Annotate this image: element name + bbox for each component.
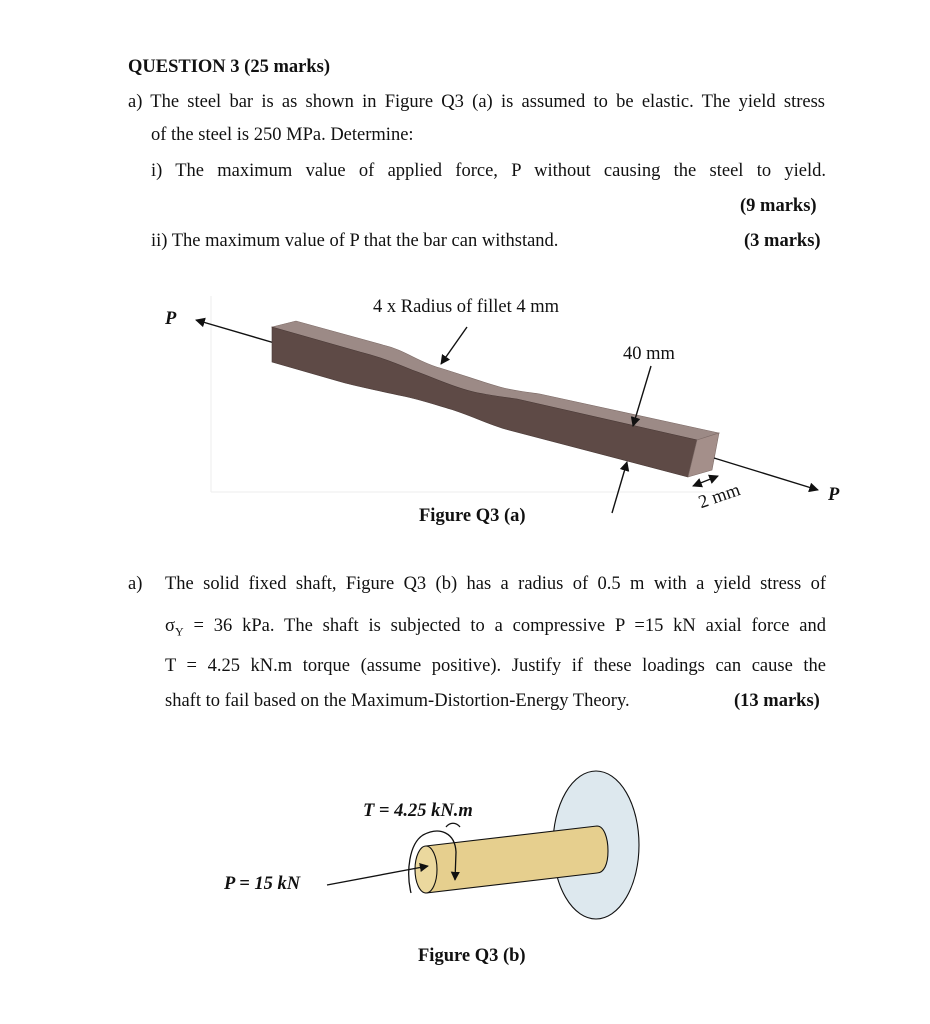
question-title: QUESTION 3 (25 marks) xyxy=(128,57,330,77)
part-b-marker: a) xyxy=(128,574,143,594)
figure-a-label-p-right: P xyxy=(828,485,840,505)
sigma-subscript: Y xyxy=(174,624,184,639)
part-b-line-4: shaft to fail based on the Maximum-Distortion-Energy Theory. xyxy=(165,691,630,711)
sub-question-i: i) The maximum value of applied force, P without causing the steel to yield. xyxy=(151,161,826,181)
figure-a-label-width: 40 mm xyxy=(623,344,675,364)
part-b-line-1: The solid fixed shaft, Figure Q3 (b) has a radius of 0.5 m with a yield stress of xyxy=(165,574,826,594)
sub-question-i-marks: (9 marks) xyxy=(740,196,817,216)
figure-b-force-label: P = 15 kN xyxy=(224,874,301,894)
part-b-marks: (13 marks) xyxy=(734,691,820,711)
figure-a-label-p-left: P xyxy=(165,309,177,329)
part-b-line-2-rest: = 36 kPa. The shaft is subjected to a compressive P =15 kN axial force and xyxy=(183,616,826,636)
part-b-line-3: T = 4.25 kN.m torque (assume positive). Justify if these loadings can cause the xyxy=(165,656,826,676)
sigma-symbol: σ xyxy=(165,616,175,636)
axial-force-arrow xyxy=(327,866,428,885)
figure-b-torque-label: T = 4.25 kN.m xyxy=(363,801,473,821)
sub-question-ii-marks: (3 marks) xyxy=(744,231,821,251)
figure-a-caption: Figure Q3 (a) xyxy=(419,506,526,526)
figure-b-caption: Figure Q3 (b) xyxy=(418,946,526,966)
sub-question-ii: ii) The maximum value of P that the bar can withstand. xyxy=(151,231,559,251)
figure-a-label-thickness: 2 mm xyxy=(696,480,744,514)
shaft-end-face xyxy=(415,846,437,893)
part-a-line-1: a) The steel bar is as shown in Figure Q3 (a) is assumed to be elastic. The yield stress xyxy=(128,92,825,112)
figure-a-label-fillet: 4 x Radius of fillet 4 mm xyxy=(373,297,560,317)
part-a-line-2: of the steel is 250 MPa. Determine: xyxy=(151,125,414,145)
